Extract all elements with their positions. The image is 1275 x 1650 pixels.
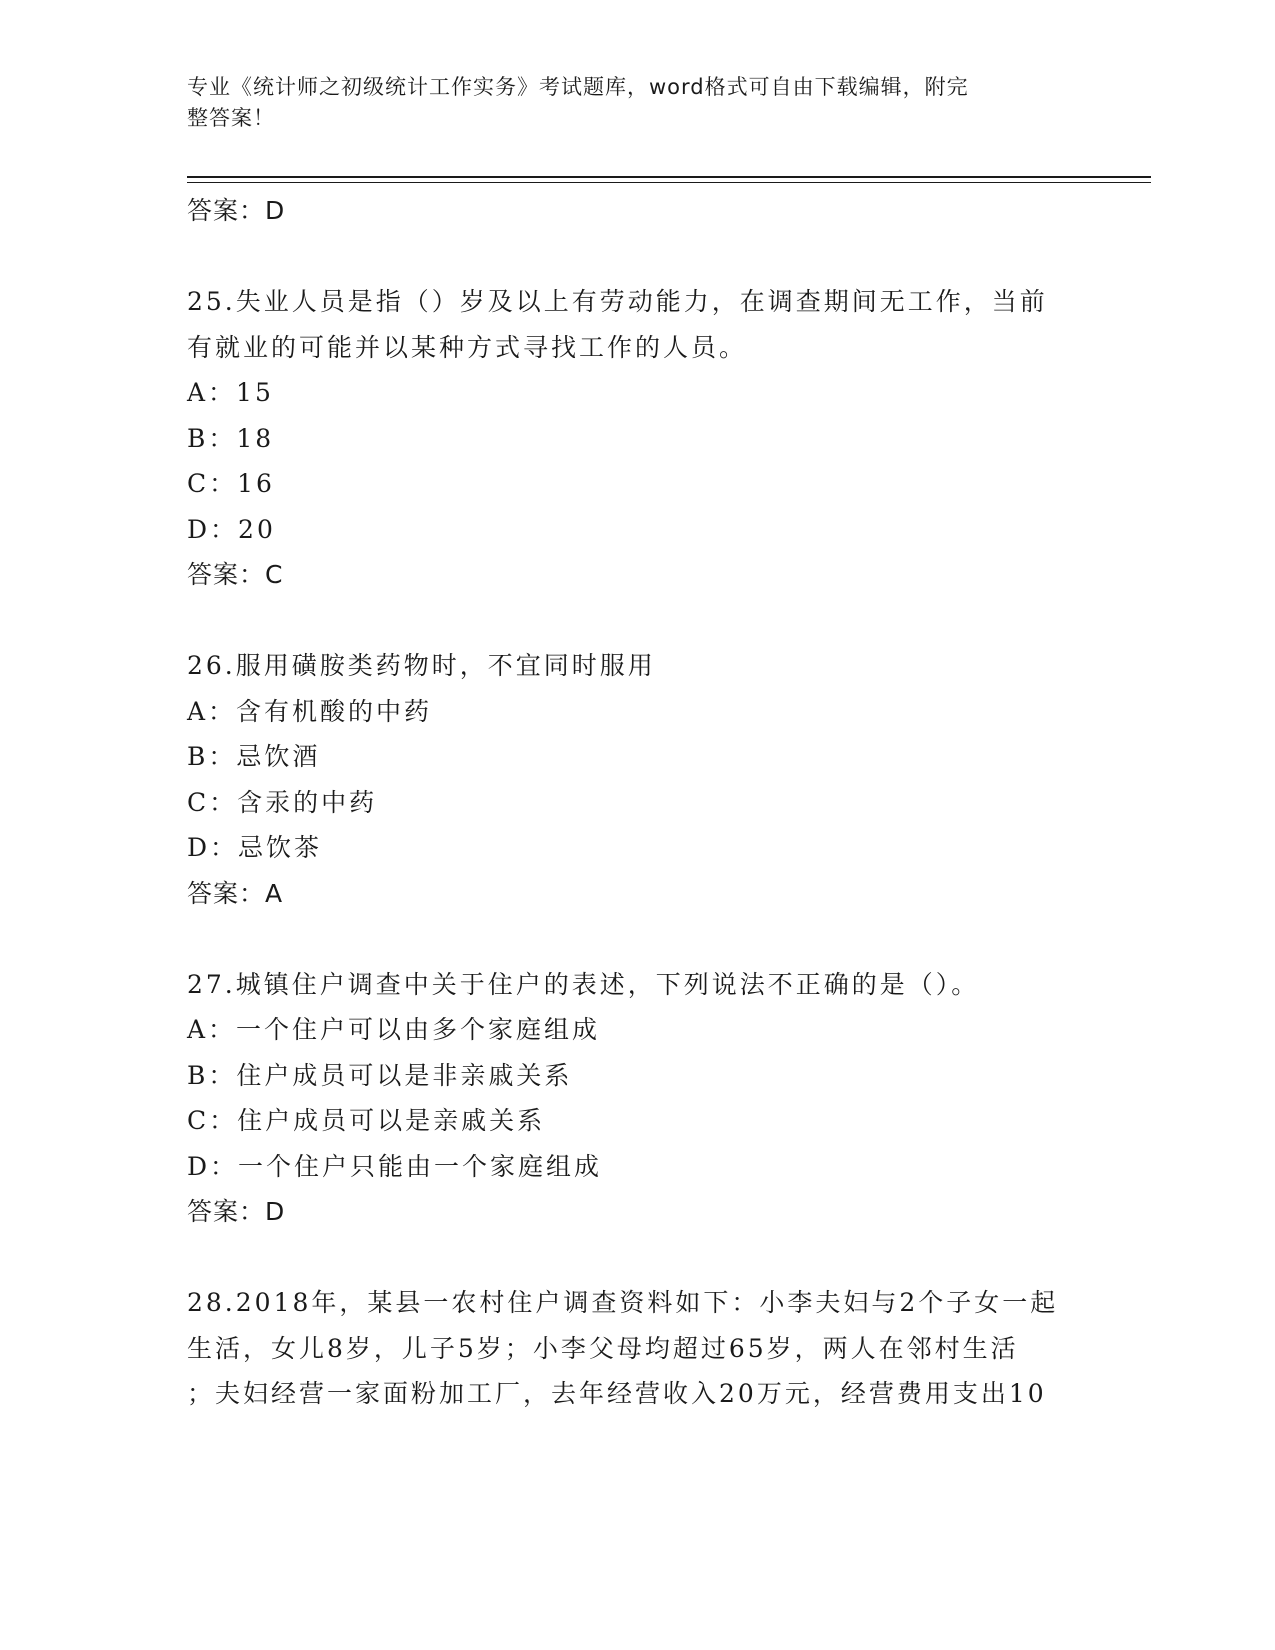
page-header bbox=[187, 72, 1077, 134]
spacer bbox=[187, 234, 1087, 280]
spacer bbox=[187, 598, 1087, 644]
question-stem: 26.服用磺胺类药物时，不宜同时服用 bbox=[187, 651, 656, 680]
header-rule-thin bbox=[187, 182, 1151, 183]
question-stem: ；夫妇经营一家面粉加工厂，去年经营收入20万元，经营费用支出10 bbox=[187, 1379, 1047, 1408]
question-27 bbox=[187, 962, 1087, 1235]
question-stem: 28.2018年，某县一农村住户调查资料如下：小李夫妇与2个子女一起 bbox=[187, 1288, 1059, 1317]
question-stem: 有就业的可能并以某种方式寻找工作的人员。 bbox=[187, 332, 748, 362]
option-c: C：16 bbox=[187, 469, 275, 498]
option-c: C：住户成员可以是亲戚关系 bbox=[187, 1106, 546, 1135]
question-26 bbox=[187, 643, 1087, 916]
answer: 答案：C bbox=[187, 560, 284, 589]
option-b: B：忌饮酒 bbox=[187, 742, 321, 771]
previous-answer: 答案：D bbox=[187, 196, 286, 225]
header-rule-thick bbox=[187, 176, 1151, 178]
header-line-1: 专业《统计师之初级统计工作实务》考试题库，word格式可自由下载编辑，附完 bbox=[187, 75, 969, 99]
option-d: D：一个住户只能由一个家庭组成 bbox=[187, 1151, 603, 1181]
option-d: D：忌饮茶 bbox=[187, 833, 323, 862]
option-a: A：一个住户可以由多个家庭组成 bbox=[187, 1015, 601, 1044]
spacer bbox=[187, 1235, 1087, 1281]
option-a: A：15 bbox=[187, 378, 274, 407]
question-stem: 25.失业人员是指（）岁及以上有劳动能力，在调查期间无工作，当前 bbox=[187, 287, 1048, 316]
header-line-2: 整答案！ bbox=[187, 106, 275, 130]
question-content bbox=[187, 188, 1087, 1417]
question-stem: 生活，女儿8岁，儿子5岁；小李父母均超过65岁，两人在邻村生活 bbox=[187, 1333, 1019, 1363]
spacer bbox=[187, 916, 1087, 962]
option-b: B：18 bbox=[187, 423, 275, 453]
answer: 答案：A bbox=[187, 878, 284, 908]
answer: 答案：D bbox=[187, 1197, 286, 1226]
option-d: D：20 bbox=[187, 514, 276, 544]
option-b: B：住户成员可以是非亲戚关系 bbox=[187, 1060, 573, 1090]
question-stem: 27.城镇住户调查中关于住户的表述，下列说法不正确的是（）。 bbox=[187, 969, 980, 999]
question-28 bbox=[187, 1280, 1087, 1417]
option-c: C：含汞的中药 bbox=[187, 787, 378, 817]
option-a: A：含有机酸的中药 bbox=[187, 696, 433, 726]
question-25 bbox=[187, 279, 1087, 598]
